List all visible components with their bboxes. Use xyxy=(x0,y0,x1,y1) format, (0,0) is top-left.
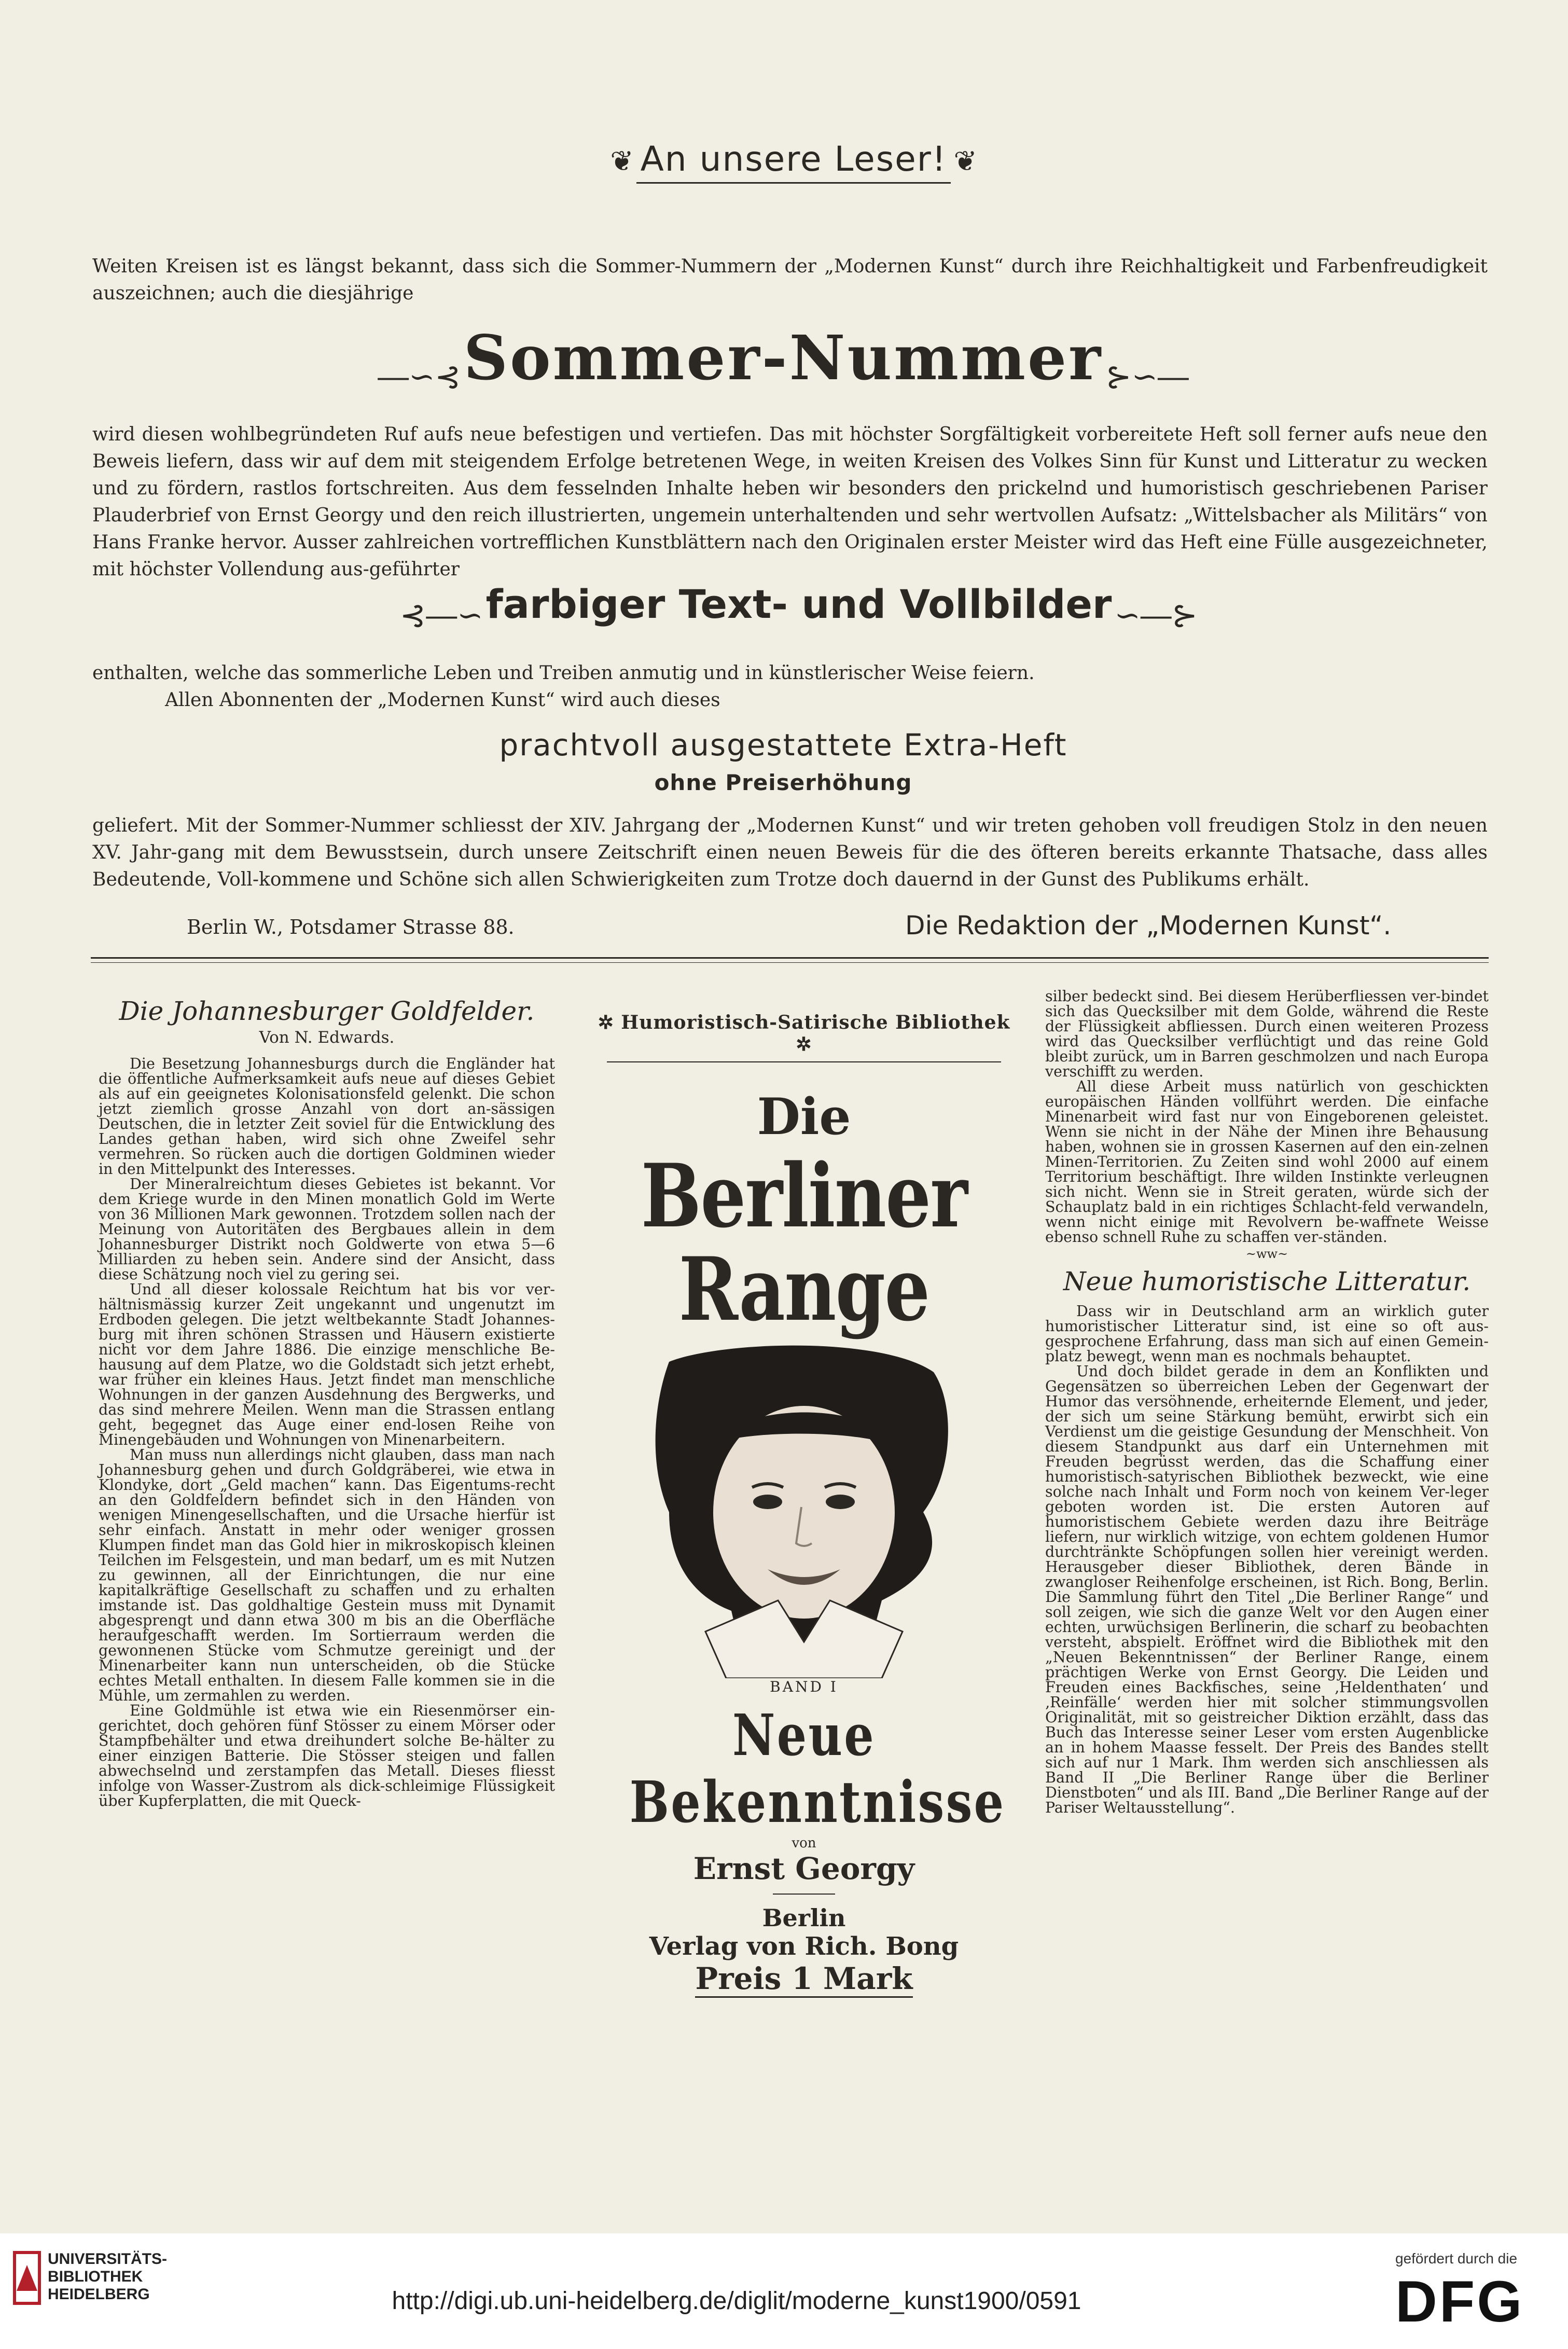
article-title: Die Johannesburger Goldfelder. xyxy=(119,996,535,1026)
funding-label: gefördert durch die xyxy=(1395,2250,1518,2267)
section-separator: ~ww~ xyxy=(1245,1247,1288,1261)
divider xyxy=(91,957,1489,959)
extra-heading-text: prachtvoll ausgestattete Extra-Heft xyxy=(499,727,1067,763)
publisher-city: Berlin xyxy=(762,1904,846,1932)
signature: Die Redaktion der „Modernen Kunst“. xyxy=(905,910,1392,941)
book-title-main: Berliner Range xyxy=(641,1144,967,1341)
swash-left-icon: ―∽⊰ xyxy=(378,358,461,395)
divider xyxy=(773,1894,835,1895)
extra-subheading: ohne Preiserhöhung xyxy=(654,770,912,795)
library-name-line: BIBLIOTHEK xyxy=(48,2268,143,2285)
article-paragraph: Man muss nun allerdings nicht glauben, dass man nach Johannesburg gehen und durch Goldgräberei, wie etwa in Klondyke, dort „Geld machen“ kann. Das Eigentums-recht an den Goldfeldern befindet sich in den Händen von wenigen Minengesellschaften, und die Ursache hierfür ist sehr einfach. Anstatt in mehr oder weniger grossen Klumpen findet man das Gold hier in mikroskopisch kleinen Teilchen im Felsgestein, und man bedarf, um es mit Nutzen zu gewinnen, all der Einrichtungen, die nur eine kapitalkräftige Gesellschaft zu schaffen und zu erhalten imstande ist. Das goldhaltige Gestein muss mit Dynamit abgesprengt und dann etwa 300 m bis an die Oberfläche heraufgeschafft werden. Im Sortierraum werden die gewonnenen Stücke vom Schmutze gereinigt und der Minenarbeiter kann nun unterscheiden, ob die Stücke echtes Metall enthalten. In diesem Falle kommen sie in die Mühle, um zermahlen zu werden. xyxy=(99,1446,555,1704)
book-price xyxy=(591,1961,1017,1996)
article-paragraph: Und all dieser kolossale Reichtum hat bis vor ver-hältnismässig kurzer Zeit ungekannt und ungenutzt im Erdboden gelegen. Die jetzt weltbekannte Stadt Johannes-burg mit ihren schönen Strassen und Häusern existierte nicht vor dem Jahre 1886. Die einzige menschliche Be-hausung auf dem Platze, wo die Goldstadt sich jetzt erhebt, war früher ein kleines Haus. Jetzt findet man menschliche Wohnungen in der ganzen Ausdehnung des Bergwerks, und das sind mehrere Meilen. Wenn man die Strassen entlang geht, begegnet das Auge einer end-losen Reihe von Minengebäuden und Wohnungen von Minenarbeitern. xyxy=(99,1281,555,1448)
library-name-line: UNIVERSITÄTS- xyxy=(48,2250,168,2268)
farbig-heading-text: farbiger Text- und Vollbilder xyxy=(485,581,1112,627)
series-title-text: Humoristisch-Satirische Bibliothek xyxy=(621,1012,1010,1033)
swash-right-icon: ⊱∽― xyxy=(1105,358,1189,395)
article-johannesburg xyxy=(99,996,555,1808)
ornament-icon: ❦ xyxy=(953,145,977,177)
permalink-url[interactable]: http://digi.ub.uni-heidelberg.de/diglit/moderne_kunst1900/0591 xyxy=(392,2287,1081,2315)
girl-portrait-image xyxy=(591,1341,1017,1678)
ornament-icon: ❦ xyxy=(610,145,634,177)
publisher-name: Verlag von Rich. Bong xyxy=(649,1932,959,1961)
sommer-heading-text: Sommer-Nummer xyxy=(463,322,1103,394)
article-paragraph: Der Mineralreichtum dieses Gebietes ist bekannt. Vor dem Kriege wurde in den Minen monatlich Gold im Werte von 36 Millionen Mark gewonnen. Trotzdem sollen nach der Meinung von Autoritäten des Bergbaues allein in dem Johannesburger Distrikt noch Goldwerte von etwa 5—6 Milliarden zu heben sein. Andere sind der Ansicht, dass diese Schätzung noch viel zu gering sei. xyxy=(99,1176,555,1283)
book-price-text: Preis 1 Mark xyxy=(695,1961,912,1998)
swash-right-icon: ∽―⊱ xyxy=(1114,597,1198,634)
notice-body-3: geliefert. Mit der Sommer-Nummer schliesst der XIV. Jahrgang der „Modernen Kunst“ und wir treten gehoben voll freudigen Stolz in den neuen XV. Jahr-gang mit dem Bewusstsein, durch unsere Zeitschrift einen neuen Beweis für die des öfteren bereits erkannte Thatsache, dass alles Bedeutende, Voll-kommene und Schöne sich allen Schwierigkeiten zum Trotze doch dauernd in der Gunst des Publikums erhält. xyxy=(92,815,1488,890)
book-advertisement xyxy=(591,1012,1017,1996)
notice-body-2b: Allen Abonnenten der „Modernen Kunst“ wird auch dieses xyxy=(165,689,720,711)
notice-body-2a: enthalten, welche das sommerliche Leben und Treiben anmutig und in künstlerischer Weise feiern. xyxy=(92,662,1035,684)
article-continuation: silber bedeckt sind. Bei diesem Herüberfliessen ver-bindet sich das Quecksilber mit dem Golde, während die Reste der Flüssigkeit abfliessen. Durch einen weiteren Prozess wird das Quecksilber verflüchtigt und das reine Gold bleibt zurück, um in Barren geschmolzen und nach Europa verschifft zu werden. xyxy=(1045,988,1489,1080)
article-title: Neue humoristische Litteratur. xyxy=(1063,1266,1471,1296)
ornament-icon: ✲ xyxy=(598,1012,621,1033)
sommer-heading xyxy=(332,322,1234,410)
library-name xyxy=(48,2250,167,2303)
library-logo-icon xyxy=(11,2249,43,2306)
swash-left-icon: ⊰―∽ xyxy=(399,597,483,634)
notice-intro: Weiten Kreisen ist es längst bekannt, dass sich die Sommer-Nummern der „Modernen Kunst“ durch ihre Reichhaltigkeit und Farbenfreudigkeit auszeichnen; auch die diesjährige xyxy=(92,256,1488,304)
article-paragraph: Dass wir in Deutschland arm an wirklich guter humoristischer Litteratur sind, ist eine so oft aus-gesprochene Erfahrung, dass man sich auf einen Gemein-platz bewegt, wenn man es nochmals behauptet. xyxy=(1045,1303,1489,1365)
farbig-heading xyxy=(290,581,1307,643)
author-prefix: von xyxy=(792,1835,816,1851)
volume-label: BAND I xyxy=(770,1678,838,1695)
library-name-line: HEIDELBERG xyxy=(48,2286,150,2303)
notice-body-2 xyxy=(92,660,1488,714)
article-continuation: All diese Arbeit muss natürlich von geschickten europäischen Händen vollführt werden. Die einfache Minenarbeit wird fast nur von Eingeborenen geleistet. Wenn sie nicht in der Nähe der Minen ihre Behausung haben, wohnen sie in grossen Kasernen auf den ein-zelnen Minen-Territorien. Zu Zeiten sind wohl 2000 auf einem Territorium beschäftigt. Ihre wilden Instinkte verleugnen sich nicht. Wenn sie in Streit geraten, würde sich der Schauplatz bald in ein richtiges Schlacht-feld verwandeln, wenn nicht einige mit Revolvern be-waffnete Weisse ebenso schnell Ruhe zu schaffen ver-ständen. xyxy=(1045,1078,1489,1246)
ornament-icon: ✲ xyxy=(796,1033,812,1055)
notice-title-text: An unsere Leser! xyxy=(636,139,951,184)
right-column xyxy=(1045,989,1489,1815)
article-paragraph: Und doch bildet gerade in dem an Konflikten und Gegensätzen so überreichen Leben der Gegenwart der Humor das versöhnende, erheiternde Element, und jeder, der sich um seine Stärkung bemüht, erwirbt sich ein Verdienst um die geistige Gesundung der Menschheit. Von diesem Standpunkt aus darf ein Unternehmen mit Freuden begrüsst werden, das die Schaffung einer humoristisch-satyrischen Bibliothek bezweckt, wie eine solche nach Inhalt und Form noch von keinem Ver-leger geboten worden ist. Die ersten Autoren auf humoristischem Gebiete werden dazu ihre Beiträge liefern, nur wirklich witzige, von echtem goldenen Humor durchtränkte Schöpfungen sollen hier vereinigt werden. Herausgeber dieser Bibliothek, deren Bände in zwangloser Reihenfolge erscheinen, ist Rich. Bong, Berlin. Die Sammlung führt den Titel „Die Berliner Range“ und soll zeigen, wie sich die ganze Welt vor den Augen einer echten, urwüchsigen Berlinerin, die scharf zu beobachten versteht, abspielt. Eröffnet wird die Bibliothek mit den „Neuen Bekenntnissen“ der Berliner Range, einem prächtigen Werke von Ernst Georgy. Die Leiden und Freuden eines Backfisches, seine ‚Heldenthaten‘ und ‚Reinfälle‘ werden hier mit solcher stimmungsvollen Originalität, mit so geistreicher Diktion erzählt, dass das Buch das Interesse seiner Leser vom ersten Augenblicke an in hohem Maasse fesselt. Der Preis des Bandes stellt sich auf nur 1 Mark. Ihm werden sich anschliessen als Band II „Die Berliner Range über die Berliner Dienstboten“ und als III. Band „Die Berliner Range auf der Pariser Weltausstellung“. xyxy=(1045,1363,1489,1816)
notice-body-1: wird diesen wohlbegründeten Ruf aufs neue befestigen und vertiefen. Das mit höchster Sorgfältigkeit vorbereitete Heft soll ferner aufs neue den Beweis liefern, dass wir auf dem mit steigendem Erfolge betretenen Wege, in weiten Kreisen des Volkes Sinn für Kunst und Litteratur zu wecken und zu fördern, rastlos fortschreiten. Aus dem fesselnden Inhalte heben wir besonders den prickelnd und humoristisch geschriebenen Pariser Plauderbrief von Ernst Georgy und den reich illustrierten, ungemein unterhaltenden und sehr wertvollen Aufsatz: „Wittelsbacher als Militärs“ von Hans Franke hervor. Ausser zahlreichen vortrefflichen Kunstblättern nach den Originalen erster Meister wird das Heft eine Fülle ausgezeichneter, mit höchster Vollendung aus-geführter xyxy=(92,424,1488,580)
series-title xyxy=(591,1012,1017,1055)
book-title-die: Die xyxy=(757,1087,851,1146)
article-byline: Von N. Edwards. xyxy=(259,1028,395,1047)
extra-heading xyxy=(363,727,1203,795)
notice-title xyxy=(571,139,1017,196)
address: Berlin W., Potsdamer Strasse 88. xyxy=(187,916,515,938)
article-paragraph: Die Besetzung Johannesburgs durch die Engländer hat die öffentliche Aufmerksamkeit aufs neue auf dieses Gebiet als auf ein geeignetes Kolonisationsfeld gelenkt. Die schon jetzt ziemlich grosse Anzahl von dort an-sässigen Deutschen, die in letzter Zeit soviel für die Entwicklung des Landes gethan haben, wird sich ohne Zweifel sehr vermehren. So rücken auch die dortigen Goldminen wieder in den Mittelpunkt des Interesses. xyxy=(99,1055,555,1178)
article-paragraph: Eine Goldmühle ist etwa wie ein Riesenmörser ein-gerichtet, doch gehören fünf Stösser zu einem Mörser oder Stampfbehälter und etwa dreihundert solche Be-hälter zu einer einzigen Batterie. Die Stösser steigen und fallen abwechselnd und zerstampfen das Metall. Dieses fliesst infolge von Wasser-Zustrom als dick-schleimige Flüssigkeit über Kupferplatten, die mit Queck- xyxy=(99,1702,555,1809)
book-subtitle: Neue Bekenntnisse xyxy=(629,1702,1006,1835)
book-author: Ernst Georgy xyxy=(693,1851,915,1886)
divider xyxy=(91,962,1489,963)
divider xyxy=(607,1061,1001,1062)
dfg-logo: DFG xyxy=(1395,2269,1524,2334)
